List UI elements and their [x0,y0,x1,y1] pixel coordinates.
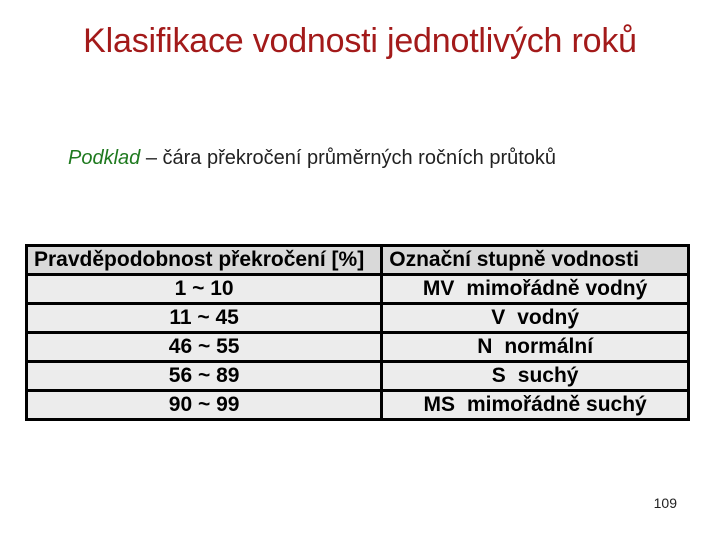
degree-code: V [491,306,506,329]
degree-label: vodný [517,306,580,329]
degree-label: mimořádně vodný [466,277,648,300]
cell-degree [382,304,689,333]
degree-code: MS [423,393,455,416]
header-wetness-degree: Označní stupně vodnosti [382,246,689,275]
cell-range: 90 ~ 99 [27,391,382,420]
degree-code: N [477,335,493,358]
table-header-row [27,246,689,275]
slide-subtitle [68,147,556,170]
degree-code: MV [422,277,455,300]
table-row [27,333,689,362]
table-row [27,391,689,420]
subtitle-lead: Podklad [68,147,141,169]
degree-code: S [491,364,506,387]
cell-range: 56 ~ 89 [27,362,382,391]
page-number: 109 [653,495,677,511]
slide-title: Klasifikace vodnosti jednotlivých roků [83,22,637,60]
cell-range: 1 ~ 10 [27,275,382,304]
degree-label: normální [504,335,594,358]
cell-degree [382,362,689,391]
table-row [27,304,689,333]
degree-label: mimořádně suchý [467,393,647,416]
table-row [27,275,689,304]
subtitle-text: – čára překročení průměrných ročních průtoků [140,147,557,169]
cell-range: 11 ~ 45 [27,304,382,333]
cell-degree [382,275,689,304]
cell-degree [382,333,689,362]
degree-label: suchý [517,364,579,387]
header-exceedance-probability: Pravděpodobnost překročení [%] [27,246,382,275]
wetness-classification-table [25,244,690,421]
cell-degree [382,391,689,420]
cell-range: 46 ~ 55 [27,333,382,362]
table-row [27,362,689,391]
